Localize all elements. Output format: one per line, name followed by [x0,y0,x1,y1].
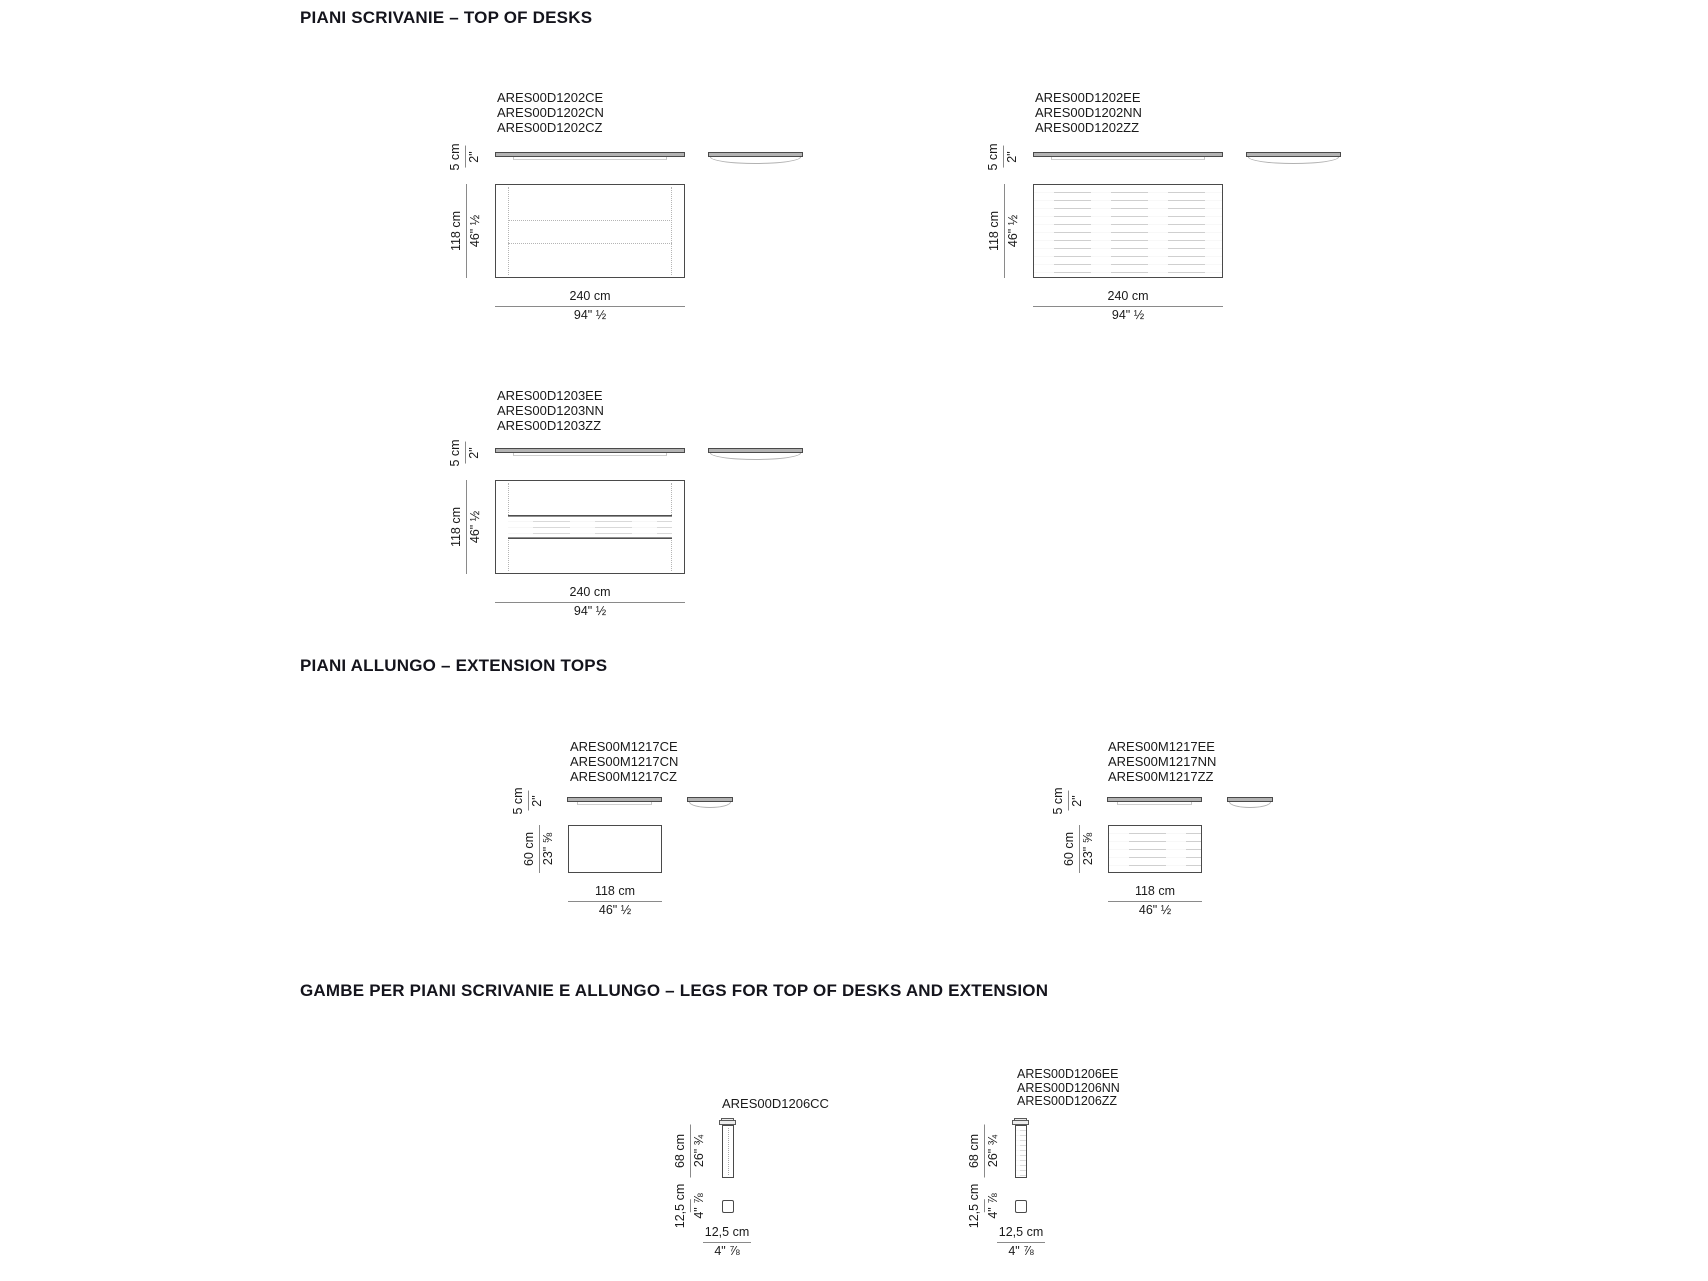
leg-top-view [722,1200,734,1213]
product-code: ARES00D1203ZZ [497,418,602,433]
dim-depth [450,480,482,574]
end-view-curve [710,157,801,164]
product-codes [1108,739,1216,784]
dim-in: 2" [467,447,481,459]
dim-in: 94" ½ [573,308,607,322]
dim-leg-width [997,1226,1045,1258]
product-codes [570,739,678,784]
dim-cm: 68 cm [967,1133,981,1169]
dim-width [495,586,685,618]
dim-cm: 118 cm [449,210,463,252]
dim-cm: 12,5 cm [998,1225,1044,1239]
dim-in: 4" ⅞ [714,1244,740,1258]
leg-front-view [722,1125,734,1178]
product-codes [497,90,604,135]
dim-line [703,1242,751,1243]
guide-line [508,243,672,244]
extension-end-view [1227,797,1273,808]
product-code: ARES00D1206EE [1017,1067,1119,1081]
dim-line [1004,184,1005,278]
product-code: ARES00D1202ZZ [1035,120,1140,135]
section-title-desks: PIANI SCRIVANIE – TOP OF DESKS [300,8,593,27]
product-code: ARES00D1206ZZ [1017,1094,1118,1108]
product-code: ARES00M1217CZ [570,769,677,784]
desk-top-view-wood [1033,184,1223,278]
dim-leg-height [968,1125,1000,1178]
product-code: ARES00D1206CC [722,1096,829,1111]
desk-end-view [1246,152,1341,164]
dim-line [568,901,662,902]
dim-depth [1063,825,1095,873]
dim-depth [988,184,1020,278]
leg-top-view [1015,1200,1027,1213]
desk-side-underframe [1051,157,1205,160]
dim-cm: 118 cm [1134,884,1176,898]
product-code: ARES00D1202EE [1035,90,1141,105]
extension-end-view [687,797,733,808]
dim-in: 23" ⅝ [1081,832,1095,866]
dim-cm: 12,5 cm [704,1225,750,1239]
desk-top-view [495,184,685,278]
leg-front-view-wood [1015,1125,1027,1178]
dim-cm: 5 cm [511,787,525,815]
dim-cm: 240 cm [1107,289,1149,303]
dim-cm: 118 cm [987,210,1001,252]
dim-width [1033,290,1223,322]
dim-cm: 5 cm [986,143,1000,171]
product-code: ARES00D1202CN [497,105,604,120]
product-code: ARES00M1217CN [570,754,679,769]
dim-in: 26" ¾ [692,1134,706,1168]
dim-in: 46" ½ [468,214,482,248]
dim-line [690,1125,691,1178]
dim-line [1003,146,1004,168]
product-codes [722,1096,829,1111]
dim-line [466,480,467,574]
dim-in: 2" [530,795,544,807]
product-codes [1017,1068,1120,1109]
dim-line [1108,901,1202,902]
end-view-curve [710,453,801,460]
dim-cm: 5 cm [448,143,462,171]
dim-depth [450,184,482,278]
dim-leg-width [703,1226,751,1258]
dim-leg-foot [674,1184,706,1228]
product-code: ARES00D1203NN [497,403,604,418]
dim-line [997,1242,1045,1243]
dim-thickness [449,143,481,170]
dim-in: 46" ½ [1138,903,1172,917]
dim-in: 46" ½ [1006,214,1020,248]
dim-line [1079,825,1080,873]
product-code: ARES00D1202CZ [497,120,603,135]
dim-cm: 60 cm [1062,831,1076,867]
extension-top-view-wood [1108,825,1202,873]
product-code: ARES00D1206NN [1017,1080,1120,1095]
dim-thickness [987,143,1019,170]
desk-side-underframe [513,453,667,456]
dim-width [568,885,662,917]
dim-cm: 240 cm [569,585,611,599]
dim-line [495,306,685,307]
dim-leg-foot [968,1184,1000,1228]
dim-line [690,1200,691,1213]
dim-line [984,1125,985,1178]
section-title-legs: GAMBE PER PIANI SCRIVANIE E ALLUNGO – LEGS FOR TOP OF DESKS AND EXTENSION [300,981,1049,1000]
extension-top-view [568,825,662,873]
dim-cm: 12,5 cm [673,1183,687,1229]
dim-cm: 118 cm [594,884,636,898]
product-codes [497,388,604,433]
leg-center-line [728,1128,729,1175]
dim-line [466,184,467,278]
dim-leg-height [674,1125,706,1178]
product-code: ARES00D1202CE [497,90,604,105]
end-view-curve [689,802,731,808]
dim-in: 4" ⅞ [1008,1244,1034,1258]
product-code: ARES00M1217NN [1108,754,1217,769]
guide-line [508,220,672,221]
dim-line [539,825,540,873]
product-codes [1035,90,1142,135]
dim-line [1033,306,1223,307]
dim-cm: 5 cm [1051,787,1065,815]
dim-line [495,602,685,603]
dim-cm: 68 cm [673,1133,687,1169]
dim-in: 2" [1005,151,1019,163]
extension-side-underframe [1117,802,1192,805]
dim-in: 46" ½ [598,903,632,917]
dim-in: 26" ¾ [986,1134,1000,1168]
extension-side-underframe [577,802,652,805]
dim-cm: 5 cm [448,439,462,467]
guide-line [508,187,509,275]
dim-width [1108,885,1202,917]
desk-end-view [708,448,803,460]
dim-in: 4" ⅞ [986,1193,1000,1219]
dim-line [528,791,529,811]
dim-in: 23" ⅝ [541,832,555,866]
dim-depth [523,825,555,873]
dim-line [465,146,466,168]
dim-cm: 12,5 cm [967,1183,981,1229]
desk-side-underframe [513,157,667,160]
dim-line [1068,791,1069,811]
product-code: ARES00M1217ZZ [1108,769,1214,784]
wood-insert-band [508,515,672,539]
dim-in: 2" [1070,795,1084,807]
dim-width [495,290,685,322]
dim-cm: 118 cm [449,506,463,548]
section-title-extensions: PIANI ALLUNGO – EXTENSION TOPS [300,656,608,675]
dim-cm: 60 cm [522,831,536,867]
end-view-curve [1229,802,1271,808]
desk-end-view [708,152,803,164]
dim-thickness [512,787,544,814]
product-code: ARES00M1217CE [570,739,678,754]
dim-line [465,442,466,464]
dim-in: 94" ½ [573,604,607,618]
dim-thickness [449,439,481,466]
dim-cm: 240 cm [569,289,611,303]
product-code: ARES00M1217EE [1108,739,1215,754]
dim-in: 46" ½ [468,510,482,544]
guide-line [671,187,672,275]
dim-line [984,1200,985,1213]
dim-in: 4" ⅞ [692,1193,706,1219]
product-code: ARES00D1203EE [497,388,603,403]
dim-thickness [1052,787,1084,814]
desk-top-view [495,480,685,574]
dim-in: 2" [467,151,481,163]
dim-in: 94" ½ [1111,308,1145,322]
product-code: ARES00D1202NN [1035,105,1142,120]
end-view-curve [1248,157,1339,164]
